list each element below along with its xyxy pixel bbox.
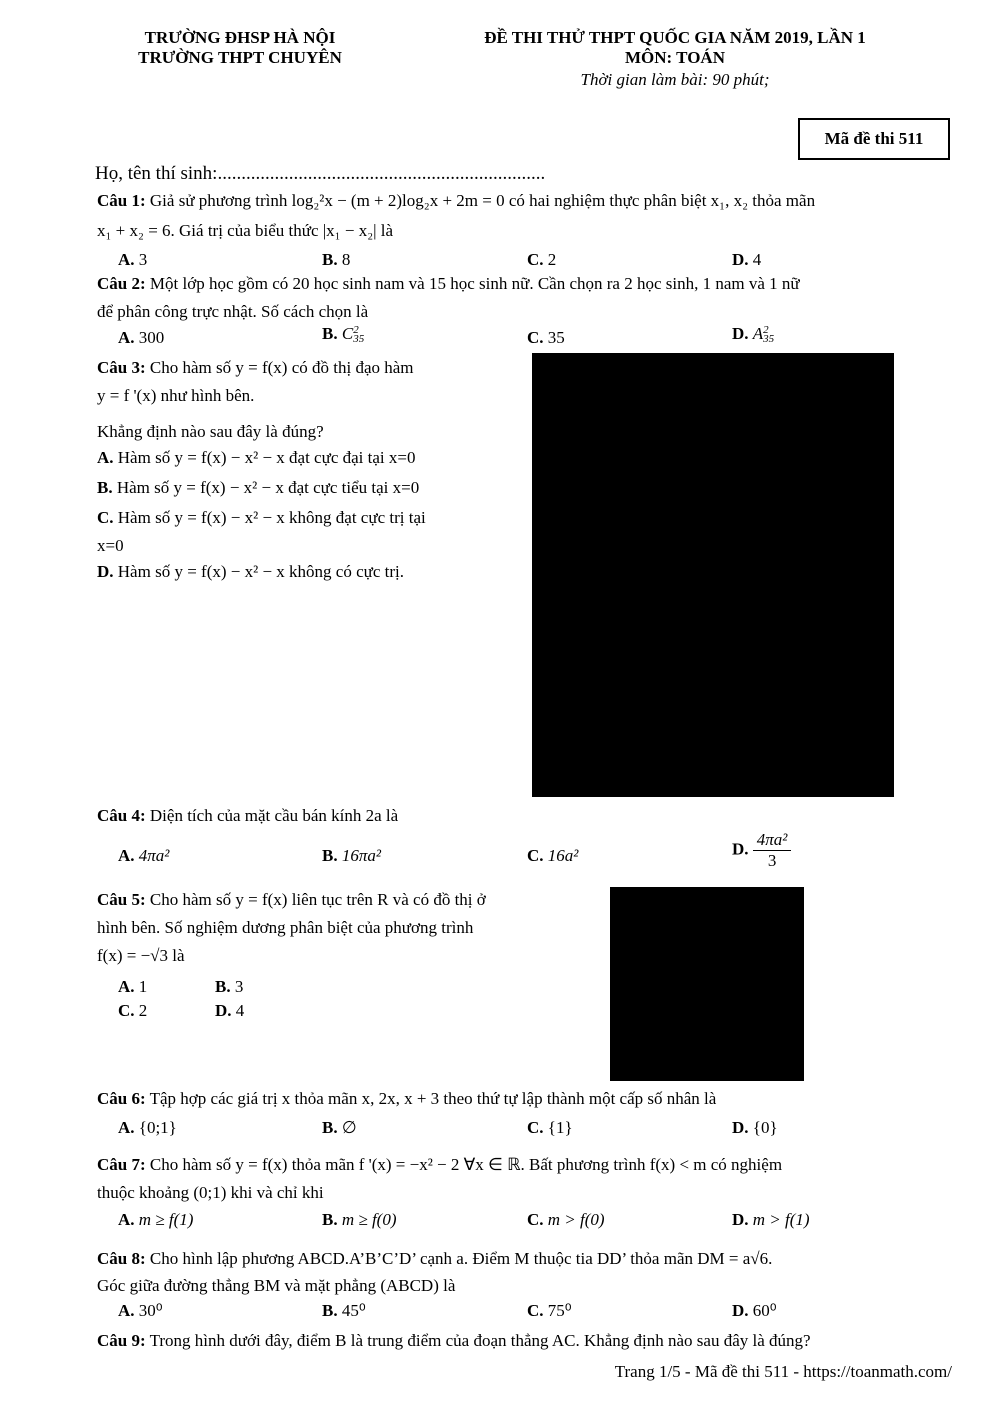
q6-line: Câu 6: Tập hợp các giá trị x thỏa mãn x, 2x, x + 3 theo thứ tự lập thành một cấp số nhân là [97, 1089, 717, 1108]
q7-option-c[interactable]: C. m > f(0) [527, 1210, 605, 1229]
q3-option-a[interactable]: A. Hàm số y = f(x) − x² − x đạt cực đại tại x=0 [97, 448, 416, 467]
q1-option-b[interactable]: B. 8 [322, 250, 351, 269]
q1-line1 [97, 191, 815, 211]
q2-option-a[interactable]: A. 300 [118, 328, 165, 347]
q2-line1: Câu 2: Một lớp học gồm có 20 học sinh nam và 15 học sinh nữ. Cần chọn ra 2 học sinh, 1 nam và 1 nữ [97, 274, 800, 293]
q5-function-graph-image [610, 887, 804, 1081]
q5-option-c[interactable]: C. 2 [118, 1001, 148, 1020]
q3-line2: y = f '(x) như hình bên. [97, 386, 255, 405]
q8-line2: Góc giữa đường thẳng BM và mặt phẳng (ABCD) là [97, 1276, 456, 1295]
q7-line2: thuộc khoảng (0;1) khi và chỉ khi [97, 1183, 324, 1202]
q5-line1: Câu 5: Cho hàm số y = f(x) liên tục trên R và có đồ thị ở [97, 890, 486, 909]
q1-line2-b: là [380, 221, 394, 240]
q1-text-a: Giả sử phương trình [149, 191, 288, 210]
subject: MÔN: TOÁN [625, 48, 725, 67]
q5-option-b[interactable]: B. 3 [215, 977, 244, 996]
q3-line1: Câu 3: Cho hàm số y = f(x) có đồ thị đạo hàm [97, 358, 414, 377]
q5-option-a[interactable]: A. 1 [118, 977, 148, 996]
q1-line2-formula: |x₁ − x₂| [322, 221, 377, 240]
q4-option-d[interactable]: D. $\frac{\text{4πa²}}{3}$ [732, 830, 791, 871]
q7-option-d[interactable]: D. m > f(1) [732, 1210, 810, 1229]
school-name-line1: TRƯỜNG ĐHSP HÀ NỘI [144, 28, 336, 47]
q8-option-b[interactable]: B. 45⁰ [322, 1301, 366, 1320]
q4-option-d-fraction: $\frac{\text{4πa²}}{3}$ [753, 830, 792, 871]
q4-option-b[interactable]: B. 16πa² [322, 846, 381, 865]
q1-label: Câu 1: [97, 191, 146, 210]
q6-option-b[interactable]: B. ∅ [322, 1118, 357, 1137]
exam-duration: Thời gian làm bài: 90 phút; [580, 70, 770, 89]
q3-option-b[interactable]: B. Hàm số y = f(x) − x² − x đạt cực tiểu tại x=0 [97, 478, 420, 497]
q8-option-d[interactable]: D. 60⁰ [732, 1301, 777, 1320]
exam-title: ĐỀ THI THỬ THPT QUỐC GIA NĂM 2019, LẦN 1 [484, 28, 866, 47]
q2-option-b[interactable]: B. C 2 35 [322, 324, 365, 346]
q1-line2 [97, 221, 393, 241]
q1-option-a[interactable]: A. 3 [118, 250, 148, 269]
q3-option-d[interactable]: D. Hàm số y = f(x) − x² − x không có cực trị. [97, 562, 404, 581]
q4-option-a[interactable]: A. 4πa² [118, 846, 170, 865]
q1-option-c[interactable]: C. 2 [527, 250, 557, 269]
student-name-line: Họ, tên thí sinh:..................................................................... [95, 163, 546, 184]
q5-line3: f(x) = −√3 là [97, 946, 185, 965]
q2-line2: để phân công trực nhật. Số cách chọn là [97, 302, 369, 321]
exam-code-box: Mã đề thi 511 [798, 118, 950, 160]
q3-line3: Khẳng định nào sau đây là đúng? [97, 422, 324, 441]
q2-option-d[interactable]: D. A 2 35 [732, 324, 775, 346]
q2-option-c[interactable]: C. 35 [527, 328, 565, 347]
q1-option-d[interactable]: D. 4 [732, 250, 762, 269]
page-footer: Trang 1/5 - Mã đề thi 511 - https://toanmath.com/ [614, 1362, 952, 1381]
q4-line: Câu 4: Diện tích của mặt cầu bán kính 2a là [97, 806, 399, 825]
q8-option-c[interactable]: C. 75⁰ [527, 1301, 572, 1320]
q6-option-a[interactable]: A. {0;1} [118, 1118, 177, 1137]
q5-line2: hình bên. Số nghiệm dương phân biệt của phương trình [97, 918, 474, 937]
q3-derivative-graph-image [532, 353, 894, 797]
q1-formula: log₂²x − (m + 2)log₂x + 2m = 0 [291, 191, 505, 210]
q4-option-c[interactable]: C. 16a² [527, 846, 579, 865]
q1-text-b: có hai nghiệm thực phân biệt x₁, x₂ thỏa mãn [508, 191, 816, 210]
q3-option-c[interactable]: C. Hàm số y = f(x) − x² − x không đạt cực trị tại [97, 508, 426, 527]
q6-option-d[interactable]: D. {0} [732, 1118, 778, 1137]
q1-line2-a: x₁ + x₂ = 6. Giá trị của biểu thức [97, 221, 319, 240]
q7-option-a[interactable]: A. m ≥ f(1) [118, 1210, 194, 1229]
q9-line: Câu 9: Trong hình dưới đây, điểm B là trung điểm của đoạn thẳng AC. Khẳng định nào sau đây là đúng? [97, 1331, 811, 1350]
q5-option-d[interactable]: D. 4 [215, 1001, 245, 1020]
school-name-line2: TRƯỜNG THPT CHUYÊN [138, 48, 342, 67]
q7-option-b[interactable]: B. m ≥ f(0) [322, 1210, 397, 1229]
q8-option-a[interactable]: A. 30⁰ [118, 1301, 163, 1320]
q7-line1: Câu 7: Cho hàm số y = f(x) thỏa mãn f '(x) = −x² − 2 ∀x ∈ ℝ. Bất phương trình f(x) < m có nghiệm [97, 1155, 783, 1174]
q8-line1: Câu 8: Cho hình lập phương ABCD.A’B’C’D’ cạnh a. Điểm M thuộc tia DD’ thỏa mãn DM = a√6. [97, 1249, 773, 1268]
q6-option-c[interactable]: C. {1} [527, 1118, 573, 1137]
q3-option-c-cont: x=0 [97, 536, 124, 555]
